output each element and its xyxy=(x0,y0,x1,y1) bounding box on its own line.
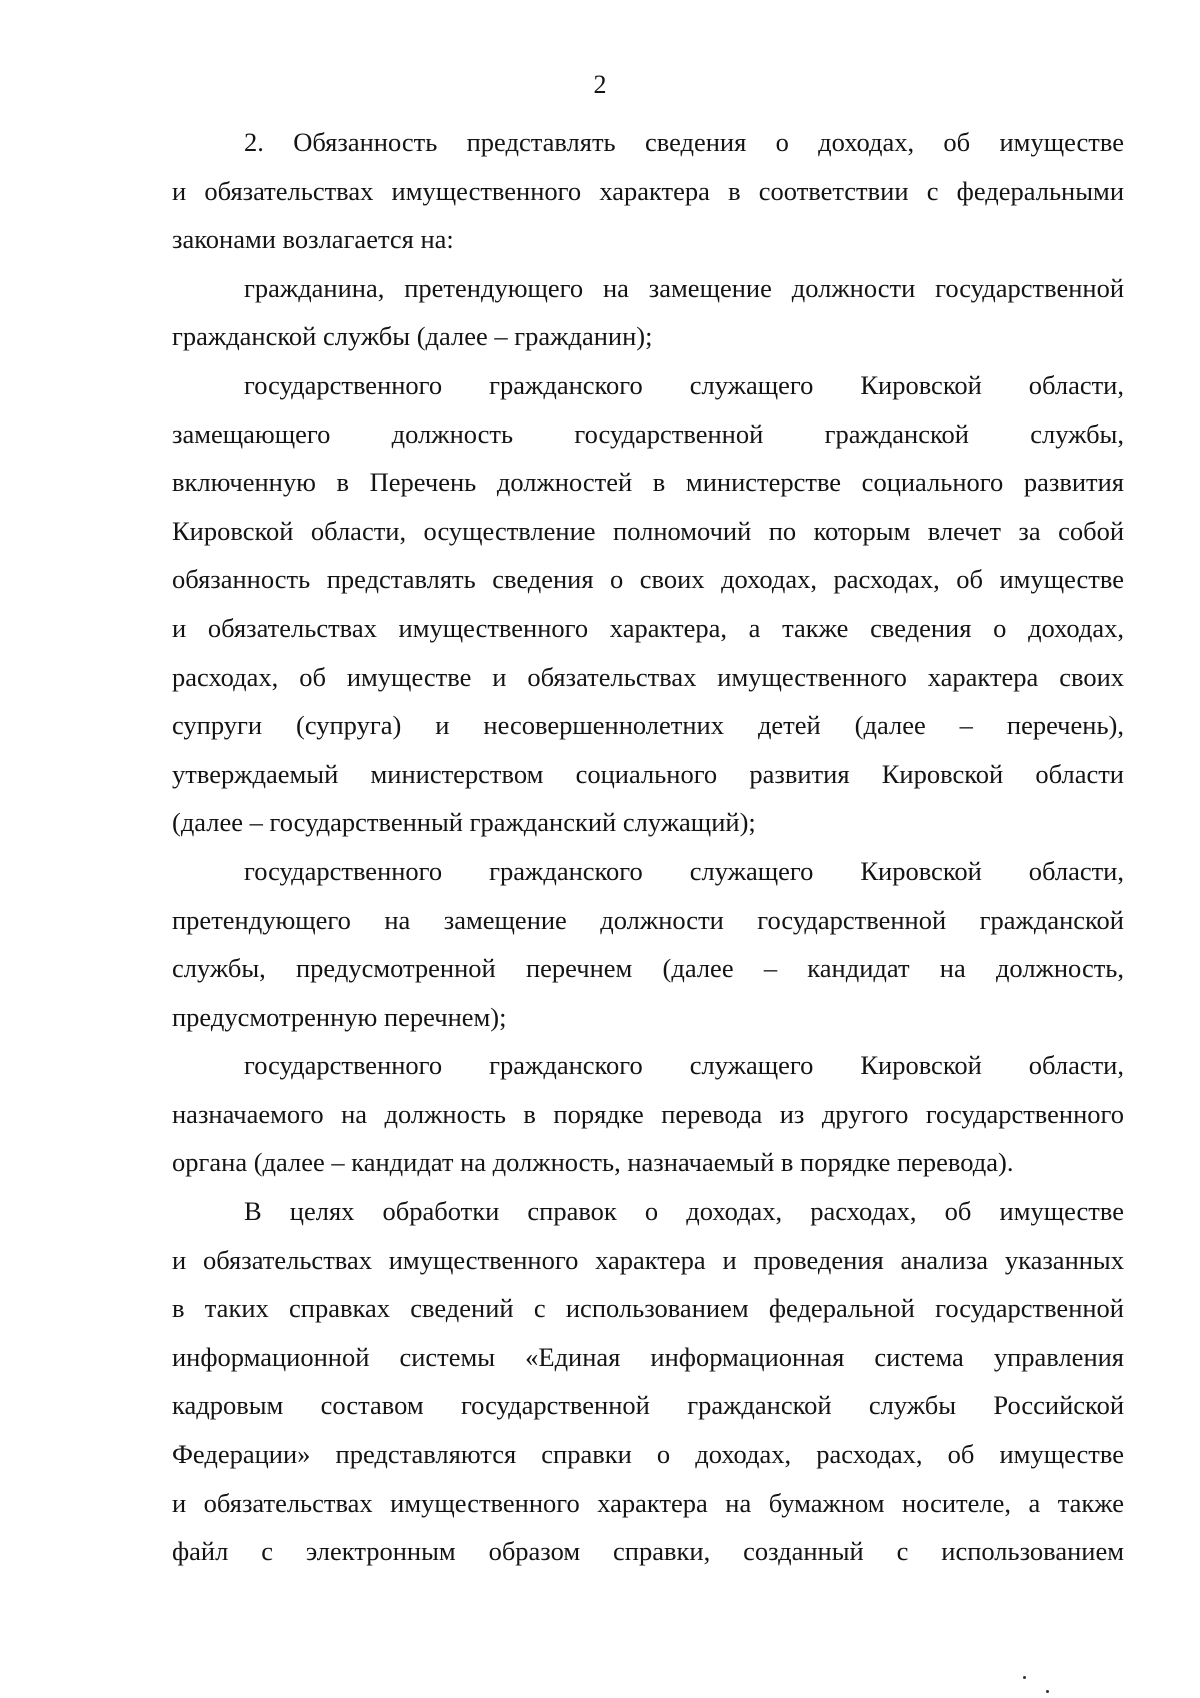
text-line: претендующего на замещение должности государственной гражданской xyxy=(172,904,1124,935)
text-line: органа (далее – кандидат на должность, назначаемый в порядке перевода). xyxy=(172,1147,1014,1178)
text-line: 2. Обязанность представлять сведения о доходах, об имуществе xyxy=(244,127,1124,157)
text-line: и обязательствах имущественного характера на бумажном носителе, а также xyxy=(172,1487,1124,1518)
text-line: информационной системы «Единая информационная система управления xyxy=(172,1341,1124,1372)
text-line: включенную в Перечень должностей в министерстве социального развития xyxy=(172,467,1124,498)
text-line: Кировской области, осуществление полномочий по которым влечет за собой xyxy=(172,515,1124,546)
text-line: (далее – государственный гражданский служащий); xyxy=(172,807,756,838)
page-number: 2 xyxy=(593,70,607,99)
text-line: супруги (супруга) и несовершеннолетних детей (далее – перечень), xyxy=(172,710,1124,741)
text-line: и обязательствах имущественного характера, а также сведения о доходах, xyxy=(172,612,1124,643)
text-line: замещающего должность государственной гражданской службы, xyxy=(172,418,1124,449)
text-line: предусмотренную перечнем); xyxy=(172,1001,507,1032)
paragraph-citizen xyxy=(172,264,1124,361)
paragraph-obligation-intro xyxy=(172,118,1124,264)
text-line: и обязательствах имущественного характера и проведения анализа указанных xyxy=(172,1244,1124,1275)
text-line: гражданской службы (далее – гражданин); xyxy=(172,321,653,352)
scan-speck xyxy=(1046,1690,1049,1693)
paragraph-processing-purpose xyxy=(172,1187,1124,1576)
text-line: государственного гражданского служащего Кировской области, xyxy=(244,1050,1124,1081)
paragraph-civil-servant xyxy=(172,361,1124,847)
document-body xyxy=(172,118,1124,1576)
text-line: расходах, об имуществе и обязательствах имущественного характера своих xyxy=(172,661,1124,692)
text-line: кадровым составом государственной гражданской службы Российской xyxy=(172,1390,1124,1421)
text-line: Федерации» представляются справки о доходах, расходах, об имуществе xyxy=(172,1439,1124,1470)
text-line: законами возлагается на: xyxy=(172,224,454,255)
text-line: службы, предусмотренной перечнем (далее – кандидат на должность, xyxy=(172,953,1124,984)
text-line: назначаемого на должность в порядке перевода из другого государственного xyxy=(172,1098,1124,1129)
text-line: и обязательствах имущественного характера в соответствии с федеральными xyxy=(172,175,1124,206)
scan-speck xyxy=(1023,1676,1026,1679)
text-line: государственного гражданского служащего Кировской области, xyxy=(244,855,1124,886)
paragraph-candidate-transfer xyxy=(172,1041,1124,1187)
text-line: В целях обработки справок о доходах, расходах, об имуществе xyxy=(244,1196,1124,1227)
paragraph-candidate-listed xyxy=(172,847,1124,1041)
text-line: утверждаемый министерством социального развития Кировской области xyxy=(172,758,1124,789)
text-line: файл с электронным образом справки, созданный с использованием xyxy=(172,1536,1124,1567)
text-line: гражданина, претендующего на замещение должности государственной xyxy=(244,272,1124,303)
text-line: обязанность представлять сведения о своих доходах, расходах, об имуществе xyxy=(172,564,1124,595)
text-line: в таких справках сведений с использованием федеральной государственной xyxy=(172,1293,1124,1324)
text-line: государственного гражданского служащего Кировской области, xyxy=(244,369,1124,400)
